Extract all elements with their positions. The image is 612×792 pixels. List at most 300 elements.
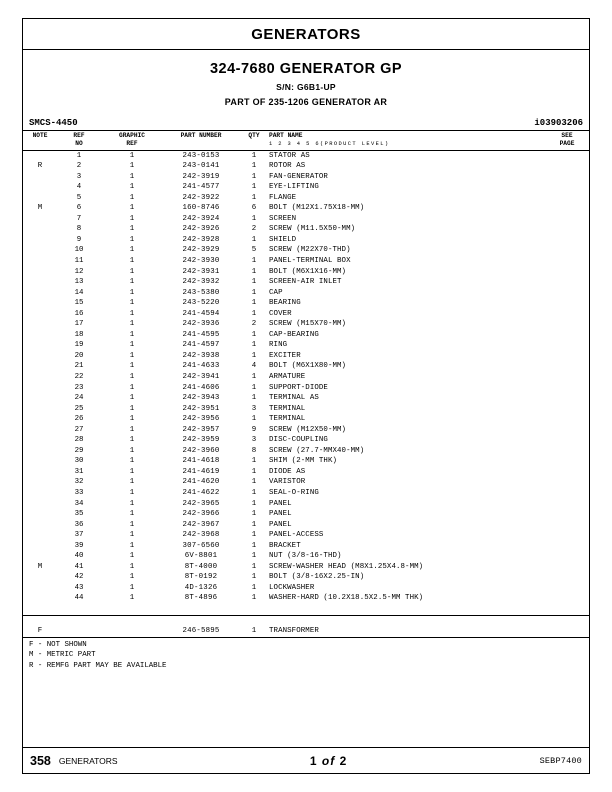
cell-part-number: 242-3960: [182, 446, 220, 455]
cell-note: [23, 551, 57, 562]
cell-note: [23, 256, 57, 267]
cell-part-name: WASHER-HARD (10.2X18.5X2.5-MM THK): [269, 594, 424, 603]
cell-part-number: 242-3956: [182, 415, 220, 424]
cell-see-page: [545, 340, 589, 351]
footer-of-label: of: [321, 753, 336, 768]
cell-ref-no: 9: [76, 235, 82, 244]
cell-part-number: 241-4620: [182, 478, 220, 487]
cell-qty: 1: [251, 162, 257, 171]
cell-graphic-ref: 1: [129, 151, 135, 160]
cell-ref-no: 28: [74, 436, 84, 445]
smcs-code: SMCS-4450: [29, 118, 78, 128]
cell-part-number: 242-3929: [182, 246, 220, 255]
table-row: [23, 446, 589, 457]
table-row: [23, 351, 589, 362]
cell-graphic-ref: 1: [129, 583, 135, 592]
page-footer: [23, 747, 589, 773]
table-row: [23, 572, 589, 583]
cell-part-number: 8T-0192: [184, 573, 218, 582]
table-row: [23, 477, 589, 488]
table-row: [23, 541, 589, 552]
cell-qty: 1: [251, 183, 257, 192]
cell-ref-no: 15: [74, 299, 84, 308]
cell-see-page: [545, 393, 589, 404]
cell-qty: 1: [251, 510, 257, 519]
cell-part-name: ARMATURE: [269, 372, 306, 381]
table-row: [23, 456, 589, 467]
cell-qty: 5: [251, 246, 257, 255]
col-graphic-ref: GRAPHIC REF: [101, 131, 163, 150]
cell-part-number: 242-3941: [182, 372, 220, 381]
cell-note: [23, 172, 57, 183]
cell-graphic-ref: 1: [129, 404, 135, 413]
cell-qty: 2: [251, 320, 257, 329]
cell-qty: 1: [251, 193, 257, 202]
cell-part-number: 241-4577: [182, 183, 220, 192]
cell-part-number: 241-4618: [182, 457, 220, 466]
table-spacer: [23, 604, 589, 615]
table-row: [23, 404, 589, 415]
cell-part-number: 242-3922: [182, 193, 220, 202]
cell-qty: 1: [251, 583, 257, 592]
cell-part-number: 241-4633: [182, 362, 220, 371]
table-row: [23, 361, 589, 372]
cell-note: [23, 319, 57, 330]
cell-see-page: [545, 477, 589, 488]
table-row: [23, 235, 589, 246]
cell-graphic-ref: 1: [129, 489, 135, 497]
cell-ref-no: 3: [76, 172, 82, 181]
cell-note: [23, 298, 57, 309]
footer-section-label: GENERATORS: [58, 755, 118, 766]
cell-part-number: 242-3938: [182, 351, 220, 360]
cell-qty: 1: [251, 372, 257, 381]
cell-graphic-ref: 1: [129, 383, 135, 392]
cell-see-page: [545, 435, 589, 446]
legend-block: [23, 637, 589, 672]
cell-qty: 1: [251, 330, 257, 339]
cell-part-number: 246-5895: [182, 627, 220, 636]
col-ref-no: REF NO: [57, 131, 101, 150]
cell-part-name: SCREEN-AIR INLET: [269, 278, 342, 287]
cell-see-page: [545, 383, 589, 394]
cell-graphic-ref: 1: [129, 415, 135, 424]
cell-graphic-ref: 1: [129, 204, 135, 213]
cell-see-page: [545, 330, 589, 341]
cell-part-number: 6V-8801: [184, 552, 218, 561]
cell-part-name: TERMINAL: [269, 415, 306, 424]
cell-graphic-ref: 1: [129, 510, 135, 519]
cell-ref-no: 40: [74, 552, 84, 561]
table-separator: [23, 615, 589, 626]
table-row: [23, 150, 589, 161]
cell-graphic-ref: [101, 626, 163, 637]
cell-qty: 1: [251, 467, 257, 476]
cell-note: [23, 456, 57, 467]
table-row: [23, 425, 589, 436]
cell-part-name: CAP-BEARING: [269, 330, 319, 339]
cell-note: [23, 541, 57, 552]
cell-ref-no: 10: [74, 246, 84, 255]
cell-qty: 1: [251, 394, 257, 403]
cell-qty: 1: [251, 457, 257, 466]
cell-see-page: [545, 372, 589, 383]
cell-qty: 6: [251, 204, 257, 213]
table-row: [23, 193, 589, 204]
table-row: [23, 414, 589, 425]
cell-part-number: 242-3936: [182, 320, 220, 329]
cell-part-name: SCREW (M22X70-THD): [269, 246, 351, 255]
cell-part-name: NUT (3/8-16-THD): [269, 552, 342, 561]
cell-note: [23, 245, 57, 256]
table-row: [23, 530, 589, 541]
cell-graphic-ref: 1: [129, 531, 135, 540]
cell-see-page: [545, 224, 589, 235]
cell-see-page: [545, 530, 589, 541]
cell-qty: 1: [251, 267, 257, 276]
cell-see-page: [545, 551, 589, 562]
cell-note: [23, 224, 57, 235]
table-row: [23, 172, 589, 183]
table-row: [23, 330, 589, 341]
document-number: i03903206: [534, 118, 583, 128]
cell-part-number: 243-5220: [182, 299, 220, 308]
cell-qty: 1: [251, 489, 257, 497]
cell-part-number: 242-3957: [182, 425, 220, 434]
cell-note: [23, 520, 57, 531]
cell-part-name: SCREW (M11.5X50-MM): [269, 225, 356, 234]
cell-part-name: CAP: [269, 288, 283, 297]
cell-part-name: BRACKET: [269, 541, 301, 550]
parts-table-body: [23, 150, 589, 637]
cell-ref-no: 13: [74, 278, 84, 287]
cell-see-page: [545, 467, 589, 478]
cell-part-number: 241-4606: [182, 383, 220, 392]
cell-ref-no: 43: [74, 583, 84, 592]
cell-note: [23, 330, 57, 341]
cell-ref-no: 44: [74, 594, 84, 603]
document-title: GENERATORS: [251, 25, 361, 43]
table-row: [23, 551, 589, 562]
cell-ref-no: 11: [74, 256, 84, 265]
table-row: [23, 340, 589, 351]
table-row: [23, 267, 589, 278]
cell-part-name: TERMINAL: [269, 404, 306, 413]
cell-note: [23, 425, 57, 436]
cell-part-name: SHIELD: [269, 235, 297, 244]
cell-part-name: SEAL-O-RING: [269, 489, 319, 497]
cell-qty: 1: [251, 552, 257, 561]
table-row: [23, 562, 589, 573]
part-of-line: PART OF 235-1206 GENERATOR AR: [224, 97, 388, 107]
cell-part-number: 242-3924: [182, 214, 220, 223]
cell-graphic-ref: 1: [129, 351, 135, 360]
cell-qty: 1: [251, 627, 257, 636]
cell-see-page: [545, 583, 589, 594]
cell-graphic-ref: 1: [129, 267, 135, 276]
cell-graphic-ref: 1: [129, 246, 135, 255]
cell-qty: 1: [251, 562, 257, 571]
cell-note: [23, 572, 57, 583]
cell-qty: 1: [251, 541, 257, 550]
cell-part-number: 241-4595: [182, 330, 220, 339]
document-title-bar: [23, 19, 589, 50]
cell-see-page: [545, 182, 589, 193]
cell-part-number: 241-4619: [182, 467, 220, 476]
table-row: [23, 182, 589, 193]
cell-ref-no: 17: [74, 320, 84, 329]
cell-qty: 1: [251, 594, 257, 603]
cell-graphic-ref: 1: [129, 214, 135, 223]
cell-graphic-ref: 1: [129, 288, 135, 297]
cell-note: [23, 288, 57, 299]
cell-part-name: STATOR AS: [269, 151, 310, 160]
cell-qty: 1: [251, 278, 257, 287]
cell-part-name: BOLT (3/8-16X2.25-IN): [269, 573, 365, 582]
cell-part-number: 8T-4896: [184, 594, 218, 603]
cell-note: [23, 435, 57, 446]
cell-graphic-ref: 1: [129, 278, 135, 287]
cell-part-number: 241-4594: [182, 309, 220, 318]
cell-note: [23, 446, 57, 457]
cell-part-name: PANEL: [269, 499, 292, 508]
cell-see-page: [545, 245, 589, 256]
cell-ref-no: 26: [74, 415, 84, 424]
cell-see-page: [545, 593, 589, 604]
cell-qty: 1: [251, 299, 257, 308]
col-product-level-label: (PRODUCT LEVEL): [319, 140, 390, 147]
cell-see-page: [545, 161, 589, 172]
table-spacer-cell: [23, 604, 589, 615]
cell-see-page: [545, 488, 589, 499]
cell-part-name: PANEL-ACCESS: [269, 531, 324, 540]
table-row: [23, 288, 589, 299]
cell-qty: 1: [251, 351, 257, 360]
cell-part-name: FLANGE: [269, 193, 297, 202]
cell-note: [23, 583, 57, 594]
cell-graphic-ref: 1: [129, 573, 135, 582]
table-row: [23, 435, 589, 446]
cell-graphic-ref: 1: [129, 594, 135, 603]
footer-current-page: 1: [309, 753, 318, 768]
cell-see-page: [545, 256, 589, 267]
cell-note: [23, 193, 57, 204]
cell-qty: 1: [251, 172, 257, 181]
cell-part-number: 242-3951: [182, 404, 220, 413]
cell-part-number: 242-3926: [182, 225, 220, 234]
cell-part-number: 243-5380: [182, 288, 220, 297]
cell-graphic-ref: 1: [129, 225, 135, 234]
cell-graphic-ref: 1: [129, 467, 135, 476]
cell-qty: 1: [251, 531, 257, 540]
cell-see-page: [545, 235, 589, 246]
cell-ref-no: 31: [74, 467, 84, 476]
cell-part-number: 242-3928: [182, 235, 220, 244]
cell-note: [23, 214, 57, 225]
cell-see-page: [545, 319, 589, 330]
cell-part-name: TRANSFORMER: [269, 627, 319, 636]
cell-see-page: [545, 277, 589, 288]
cell-part-number: 307-6560: [182, 541, 220, 550]
cell-part-number: 241-4597: [182, 341, 220, 350]
cell-qty: 1: [251, 383, 257, 392]
table-row: [23, 298, 589, 309]
col-product-level-scale: 1 2 3 4 5 6: [269, 140, 320, 147]
cell-note: [23, 488, 57, 499]
cell-graphic-ref: 1: [129, 299, 135, 308]
col-qty: QTY: [239, 131, 269, 150]
cell-ref-no: 34: [74, 499, 84, 508]
cell-qty: 1: [251, 288, 257, 297]
cell-see-page: [545, 404, 589, 415]
table-row: [23, 383, 589, 394]
table-row: [23, 245, 589, 256]
table-row: [23, 499, 589, 510]
cell-ref-no: 5: [76, 193, 82, 202]
cell-graphic-ref: 1: [129, 193, 135, 202]
cell-see-page: [545, 520, 589, 531]
cell-part-name: SHIM (2-MM THK): [269, 457, 338, 466]
cell-see-page: [545, 446, 589, 457]
cell-see-page: [545, 267, 589, 278]
col-part-number: PART NUMBER: [163, 131, 239, 150]
cell-graphic-ref: 1: [129, 446, 135, 455]
cell-part-name: PANEL: [269, 510, 292, 519]
cell-part-name: DISC-COUPLING: [269, 436, 328, 445]
cell-see-page: [545, 214, 589, 225]
cell-part-number: 242-3965: [182, 499, 220, 508]
cell-part-number: 4D-1326: [184, 583, 218, 592]
cell-ref-no: 7: [76, 214, 82, 223]
cell-part-name: SUPPORT-DIODE: [269, 383, 328, 392]
col-see-page: SEE PAGE: [545, 131, 589, 150]
cell-ref-no: 20: [74, 351, 84, 360]
cell-ref-no: 8: [76, 225, 82, 234]
cell-ref-no: 42: [74, 573, 84, 582]
cell-note: [23, 467, 57, 478]
cell-see-page: [545, 562, 589, 573]
cell-ref-no: 19: [74, 341, 84, 350]
cell-graphic-ref: 1: [129, 520, 135, 529]
cell-graphic-ref: 1: [129, 341, 135, 350]
parts-table-head: [23, 131, 589, 150]
cell-note: [23, 530, 57, 541]
cell-graphic-ref: 1: [129, 552, 135, 561]
cell-see-page: [545, 626, 589, 637]
cell-note: [23, 309, 57, 320]
cell-ref-no: 32: [74, 478, 84, 487]
cell-note: [23, 351, 57, 362]
cell-ref-no: 37: [74, 531, 84, 540]
cell-part-number: 160-8746: [182, 204, 220, 213]
legend-line: R - REMFG PART MAY BE AVAILABLE: [29, 661, 167, 670]
cell-note: [23, 340, 57, 351]
table-row: [23, 509, 589, 520]
cell-see-page: [545, 572, 589, 583]
table-row: [23, 224, 589, 235]
cell-qty: 1: [251, 309, 257, 318]
cell-ref-no: 1: [76, 151, 82, 160]
cell-graphic-ref: 1: [129, 499, 135, 508]
cell-see-page: [545, 150, 589, 161]
cell-part-number: 242-3967: [182, 520, 220, 529]
cell-note: [23, 509, 57, 520]
cell-part-name: PANEL: [269, 520, 292, 529]
cell-qty: 1: [251, 415, 257, 424]
cell-graphic-ref: 1: [129, 362, 135, 371]
assembly-title: 324-7680 GENERATOR GP: [209, 61, 403, 77]
cell-part-name: SCREW (27.7-MMX40-MM): [269, 446, 365, 455]
cell-part-number: 242-3931: [182, 267, 220, 276]
cell-qty: 1: [251, 235, 257, 244]
cell-see-page: [545, 456, 589, 467]
cell-part-name: TERMINAL AS: [269, 394, 319, 403]
cell-part-number: 242-3966: [182, 510, 220, 519]
cell-qty: 1: [251, 499, 257, 508]
cell-ref-no: [57, 626, 101, 637]
cell-note: [23, 150, 57, 161]
cell-part-number: 8T-4000: [184, 562, 218, 571]
table-row: [23, 467, 589, 478]
table-separator-cell: [23, 615, 589, 626]
parts-table-header-row: [23, 131, 589, 150]
footer-page-number: 358: [30, 753, 51, 768]
cell-note: F: [37, 627, 43, 636]
cell-ref-no: 33: [74, 489, 84, 497]
cell-note: [23, 372, 57, 383]
cell-qty: 1: [251, 151, 257, 160]
cell-part-number: 243-0141: [182, 162, 220, 171]
cell-ref-no: 2: [76, 162, 82, 171]
cell-graphic-ref: 1: [129, 256, 135, 265]
cell-graphic-ref: 1: [129, 394, 135, 403]
cell-part-number: 242-3943: [182, 394, 220, 403]
table-row: [23, 593, 589, 604]
cell-see-page: [545, 288, 589, 299]
footer-form-number: SEBP7400: [539, 755, 582, 766]
cell-note: [23, 499, 57, 510]
cell-qty: 3: [251, 436, 257, 445]
legend-line: M - METRIC PART: [29, 651, 96, 660]
cell-graphic-ref: 1: [129, 425, 135, 434]
cell-part-name: SCREEN: [269, 214, 297, 223]
table-row: [23, 393, 589, 404]
cell-graphic-ref: 1: [129, 330, 135, 339]
cell-see-page: [545, 414, 589, 425]
cell-ref-no: 29: [74, 446, 84, 455]
cell-note: [23, 393, 57, 404]
cell-ref-no: 12: [74, 267, 84, 276]
cell-see-page: [545, 298, 589, 309]
cell-ref-no: 36: [74, 520, 84, 529]
cell-ref-no: 35: [74, 510, 84, 519]
cell-ref-no: 18: [74, 330, 84, 339]
cell-see-page: [545, 541, 589, 552]
cell-part-name: SCREW (M12X50-MM): [269, 425, 347, 434]
cell-part-name: BOLT (M12X1.75X18-MM): [269, 204, 365, 213]
cell-graphic-ref: 1: [129, 309, 135, 318]
cell-see-page: [545, 425, 589, 436]
smcs-row: [23, 111, 589, 131]
parts-table: [23, 131, 589, 637]
cell-graphic-ref: 1: [129, 457, 135, 466]
table-row: [23, 520, 589, 531]
cell-note: [23, 477, 57, 488]
footer-total-pages: 2: [339, 753, 348, 768]
cell-graphic-ref: 1: [129, 235, 135, 244]
cell-note: M: [37, 562, 43, 571]
cell-part-number: 243-0153: [182, 151, 220, 160]
